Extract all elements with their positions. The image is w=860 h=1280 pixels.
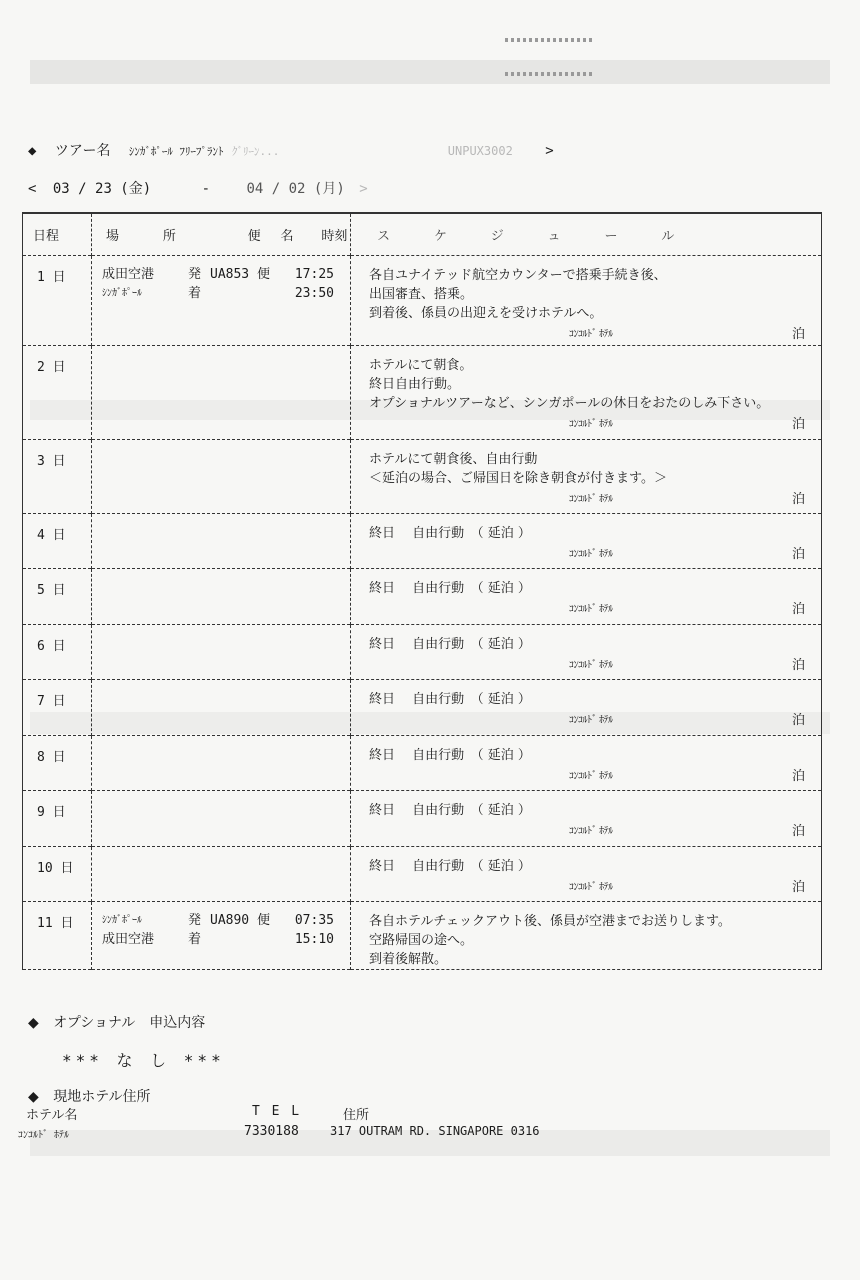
bullet-icon: ◆ xyxy=(28,1015,39,1031)
hotel-name: ｺﾝｺﾙﾄﾞ ﾎﾃﾙ xyxy=(569,659,613,671)
hotel-address-section xyxy=(28,1086,151,1106)
schedule-cell xyxy=(351,439,822,513)
hotel-tel-value: 7330188 xyxy=(244,1124,299,1139)
day-cell: 5 日 xyxy=(23,569,92,625)
day-cell: 2 日 xyxy=(23,345,92,439)
schedule-cell xyxy=(351,624,822,680)
schedule-line: ホテルにて朝食。 xyxy=(369,357,473,373)
header-place: 場 所 xyxy=(106,228,194,244)
schedule-cell xyxy=(351,846,822,902)
tour-name: ｼﾝｶﾞﾎﾟｰﾙ ﾌﾘｰﾌﾟﾗﾝﾄ xyxy=(128,145,224,158)
hotel-name-value: ｺﾝｺﾙﾄﾞ ﾎﾃﾙ xyxy=(18,1130,70,1141)
day-cell: 11 日 xyxy=(23,902,92,970)
col-tel: T E L xyxy=(252,1104,302,1119)
flight-number xyxy=(210,930,284,949)
tour-code: UNPUX3002 xyxy=(447,144,513,158)
flight-direction: 発 xyxy=(188,913,202,928)
place-cell xyxy=(92,345,351,439)
header-day: 日程 xyxy=(23,213,92,255)
flight-time: 15:10 xyxy=(294,932,334,947)
table-header xyxy=(23,213,822,255)
schedule-line: 終日 自由行動 （ 延泊 ） xyxy=(369,525,531,541)
flight-number: UA890 便 xyxy=(210,913,270,928)
schedule-line: 終日 自由行動 （ 延泊 ） xyxy=(369,747,531,763)
hotel-address-title: 現地ホテル住所 xyxy=(53,1089,151,1105)
schedule-line: 空路帰国の途へ。 xyxy=(369,933,474,948)
itinerary-row xyxy=(23,680,822,736)
hotel-name: ｺﾝｺﾙﾄﾞ ﾎﾃﾙ xyxy=(569,770,613,782)
header-dots xyxy=(505,72,593,76)
schedule-line: 終日 自由行動 （ 延泊 ） xyxy=(369,581,531,596)
schedule-line: オプショナルツアーなど、シンガポールの休日をおたのしみ下さい。 xyxy=(369,395,770,411)
stay-mark: 泊 xyxy=(791,713,805,728)
itinerary-row xyxy=(23,902,822,970)
bleed-band xyxy=(30,60,830,84)
itinerary-row xyxy=(23,345,822,439)
schedule-cell xyxy=(351,255,822,345)
header-flight: 便 名 xyxy=(247,228,300,244)
schedule-cell xyxy=(351,791,822,847)
schedule-line: 終日 自由行動 （ 延泊 ） xyxy=(369,636,531,652)
schedule-line: 終日 自由行動 （ 延泊 ） xyxy=(369,692,531,707)
flight-time: 17:25 xyxy=(294,266,334,282)
header-dots xyxy=(505,38,593,42)
itinerary-table xyxy=(22,212,822,970)
day-cell: 8 日 xyxy=(23,735,92,791)
flight-row xyxy=(92,930,350,949)
stay-mark: 泊 xyxy=(791,416,805,432)
flight-place: ｼﾝｶﾞﾎﾟｰﾙ xyxy=(102,287,142,299)
itinerary-row xyxy=(23,791,822,847)
optional-section xyxy=(28,1012,205,1032)
day-cell: 4 日 xyxy=(23,513,92,569)
schedule-cell xyxy=(351,902,822,970)
flight-place: 成田空港 xyxy=(102,266,155,282)
flight-time: 23:50 xyxy=(294,285,334,301)
place-cell xyxy=(92,735,351,791)
day-cell: 10 日 xyxy=(23,846,92,902)
flight-direction: 発 xyxy=(188,266,202,282)
stay-mark: 泊 xyxy=(791,879,805,895)
date-start: 03 / 23 (金) xyxy=(52,181,152,197)
schedule-cell xyxy=(351,569,822,625)
place-cell xyxy=(92,680,351,736)
hotel-addr-value: 317 OUTRAM RD. SINGAPORE 0316 xyxy=(330,1124,540,1138)
flight-direction: 着 xyxy=(188,285,202,301)
overnight-hotel xyxy=(369,415,805,434)
schedule-line: 各自ユナイテッド航空カウンターで搭乗手続き後、 xyxy=(369,267,667,283)
flight-number xyxy=(210,284,284,303)
bullet-icon: ◆ xyxy=(28,143,37,159)
hotel-name: ｺﾝｺﾙﾄﾞ ﾎﾃﾙ xyxy=(569,418,613,430)
place-cell xyxy=(92,255,351,345)
schedule-line: 終日 自由行動 （ 延泊 ） xyxy=(369,858,531,874)
itinerary-row xyxy=(23,513,822,569)
overnight-hotel xyxy=(369,656,805,675)
stay-mark: 泊 xyxy=(791,546,805,562)
date-dash: - xyxy=(201,181,211,197)
overnight-hotel xyxy=(369,545,805,564)
schedule-cell xyxy=(351,680,822,736)
day-cell: 6 日 xyxy=(23,624,92,680)
tour-label: ツアー名 xyxy=(54,143,111,159)
flight-row xyxy=(92,284,350,303)
stay-mark: 泊 xyxy=(791,824,805,839)
schedule-line: 終日 自由行動 （ 延泊 ） xyxy=(369,803,531,818)
schedule-line: ホテルにて朝食後、自由行動 xyxy=(369,451,538,467)
stay-mark: 泊 xyxy=(791,326,805,342)
flight-direction: 着 xyxy=(188,932,202,947)
stay-mark: 泊 xyxy=(791,491,805,507)
overnight-hotel xyxy=(369,325,805,344)
place-cell xyxy=(92,513,351,569)
stay-mark: 泊 xyxy=(791,657,805,673)
stay-mark: 泊 xyxy=(791,602,805,617)
place-cell xyxy=(92,846,351,902)
place-cell xyxy=(92,791,351,847)
itinerary-row xyxy=(23,255,822,345)
tour-name-faded: ｸﾞﾘｰﾝ... xyxy=(231,145,280,158)
itinerary-row xyxy=(23,735,822,791)
day-cell: 9 日 xyxy=(23,791,92,847)
schedule-line: 出国審査、搭乗。 xyxy=(369,286,474,302)
day-cell: 3 日 xyxy=(23,439,92,513)
schedule-line: ＜延泊の場合、ご帰国日を除き朝食が付きます。＞ xyxy=(369,470,667,486)
col-hotel-name: ホテル名 xyxy=(26,1108,78,1123)
hotel-name: ｺﾝｺﾙﾄﾞ ﾎﾃﾙ xyxy=(569,604,613,615)
hotel-name: ｺﾝｺﾙﾄﾞ ﾎﾃﾙ xyxy=(569,715,613,726)
date-end: 04 / 02 (月) xyxy=(246,181,345,197)
hotel-name: ｺﾝｺﾙﾄﾞ ﾎﾃﾙ xyxy=(569,328,613,340)
hotel-name: ｺﾝｺﾙﾄﾞ ﾎﾃﾙ xyxy=(569,881,613,893)
overnight-hotel xyxy=(369,822,805,841)
schedule-cell xyxy=(351,345,822,439)
place-cell xyxy=(92,624,351,680)
stay-mark: 泊 xyxy=(791,768,805,784)
schedule-line: 到着後、係員の出迎えを受けホテルへ。 xyxy=(369,305,603,321)
header-time: 時刻 xyxy=(321,228,348,244)
overnight-hotel xyxy=(369,711,805,730)
flight-row xyxy=(92,265,350,284)
schedule-line: 終日自由行動。 xyxy=(369,376,461,392)
schedule-cell xyxy=(351,513,822,569)
tour-close: > xyxy=(545,143,554,159)
date-close: > xyxy=(359,181,368,197)
date-open: < xyxy=(28,181,37,197)
bullet-icon: ◆ xyxy=(28,1089,39,1105)
schedule-line: 各自ホテルチェックアウト後、係員が空港までお送りします。 xyxy=(369,914,731,929)
itinerary-row xyxy=(23,569,822,625)
hotel-name: ｺﾝｺﾙﾄﾞ ﾎﾃﾙ xyxy=(569,826,613,837)
flight-place: ｼﾝｶﾞﾎﾟｰﾙ xyxy=(102,915,142,926)
place-cell xyxy=(92,569,351,625)
day-cell: 7 日 xyxy=(23,680,92,736)
hotel-name: ｺﾝｺﾙﾄﾞ ﾎﾃﾙ xyxy=(569,493,613,505)
itinerary-row xyxy=(23,624,822,680)
optional-value: *** な し *** xyxy=(62,1051,225,1070)
overnight-hotel xyxy=(369,490,805,509)
overnight-hotel xyxy=(369,767,805,786)
place-cell xyxy=(92,439,351,513)
flight-time: 07:35 xyxy=(294,913,334,928)
overnight-hotel xyxy=(369,878,805,897)
place-cell xyxy=(92,902,351,970)
flight-number: UA853 便 xyxy=(210,266,270,282)
itinerary-row xyxy=(23,439,822,513)
col-addr: 住所 xyxy=(343,1108,370,1123)
flight-place: 成田空港 xyxy=(102,932,155,947)
flight-row xyxy=(92,911,350,930)
header-place-flight-time xyxy=(92,213,351,255)
itinerary-row xyxy=(23,846,822,902)
overnight-hotel xyxy=(369,600,805,619)
day-cell: 1 日 xyxy=(23,255,92,345)
header-schedule: スケジュール xyxy=(351,213,822,255)
optional-title: オプショナル 申込内容 xyxy=(53,1015,206,1031)
hotel-name: ｺﾝｺﾙﾄﾞ ﾎﾃﾙ xyxy=(569,548,613,560)
schedule-cell xyxy=(351,735,822,791)
schedule-line: 到着後解散。 xyxy=(369,952,448,967)
date-range xyxy=(28,178,368,198)
tour-line xyxy=(28,140,554,160)
